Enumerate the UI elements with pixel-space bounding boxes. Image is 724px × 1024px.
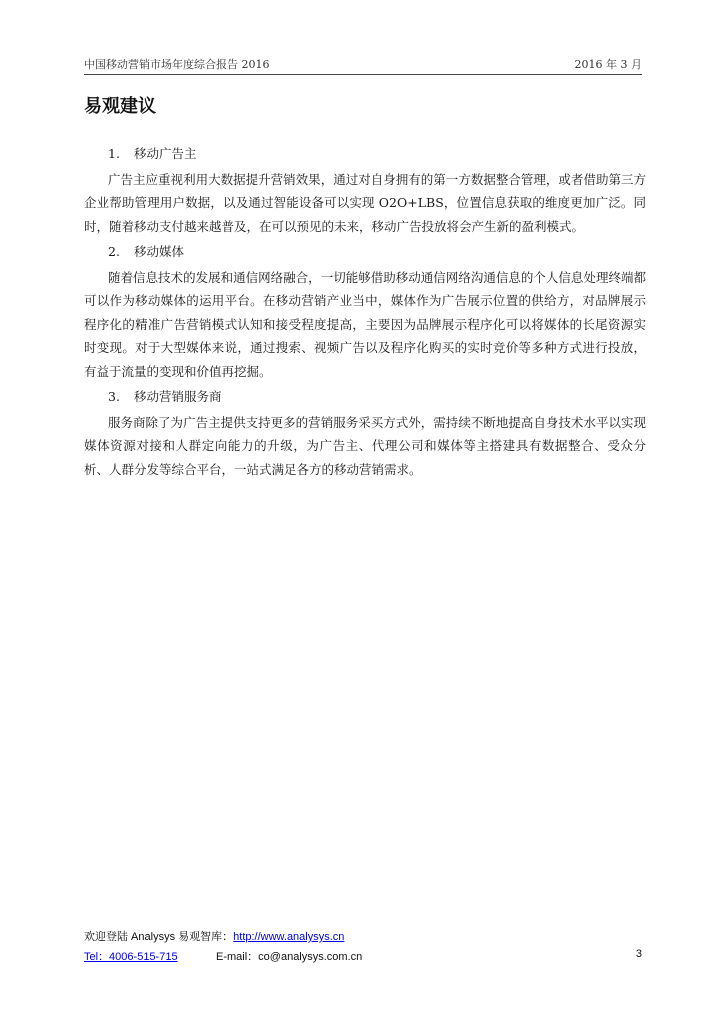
section-number: 3. (108, 389, 120, 404)
page-footer (84, 928, 642, 966)
document-body (84, 142, 646, 483)
section-paragraph-service-providers: 服务商除了为广告主提供支持更多的营销服务采买方式外，需持续不断地提高自身技术水平以实现媒体资源对接和人群定向能力的升级，为广告主、代理公司和媒体等主搭建具有数据整合、受众分析、人群分发等综合平台，一站式满足各方的移动营销需求。 (84, 414, 646, 477)
section-heading-advertisers (84, 142, 646, 166)
section-title: 移动媒体 (133, 244, 184, 259)
section-number: 1. (108, 146, 120, 161)
section-number: 2. (108, 244, 120, 259)
footer-contact-line (84, 948, 642, 966)
section-heading-media (84, 240, 646, 264)
page-number: 3 (635, 948, 642, 960)
footer-welcome-text: 欢迎登陆 Analysys 易观智库： (84, 931, 234, 943)
section-title: 移动营销服务商 (133, 389, 222, 404)
section-heading-service-providers (84, 385, 646, 409)
telephone-link[interactable]: Tel：4006-515-715 (84, 951, 178, 963)
header-date: 2016 年 3 月 (574, 58, 642, 71)
section-title: 移动广告主 (133, 146, 197, 161)
header-report-title: 中国移动营销市场年度综合报告 2016 (84, 58, 270, 71)
page-header (84, 54, 642, 75)
section-paragraph-advertisers: 广告主应重视利用大数据提升营销效果，通过对自身拥有的第一方数据整合管理，或者借助第三方企业帮助管理用户数据，以及通过智能设备可以实现 O2O+LBS，位置信息获取的维度更加广泛。同时，随着移动支付越来越普及，在可以预见的未来，移动广告投放将会产生新的盈利模式。 (84, 171, 646, 234)
footer-email: E-mail：co@analysys.com.cn (216, 951, 363, 963)
footer-welcome-line (84, 928, 642, 948)
website-link[interactable]: http://www.analysys.cn (233, 931, 345, 943)
section-paragraph-media: 随着信息技术的发展和通信网络融合，一切能够借助移动通信网络沟通信息的个人信息处理终端都可以作为移动媒体的运用平台。在移动营销产业当中，媒体作为广告展示位置的供给方，对品牌展示程序化的精准广告营销模式认知和接受程度提高，主要因为品牌展示程序化可以将媒体的长尾资源实时变现。对于大型媒体来说，通过搜索、视频广告以及程序化购买的实时竞价等多种方式进行投放，有益于流量的变现和价值再挖掘。 (84, 269, 646, 379)
page-title: 易观建议 (84, 96, 156, 117)
